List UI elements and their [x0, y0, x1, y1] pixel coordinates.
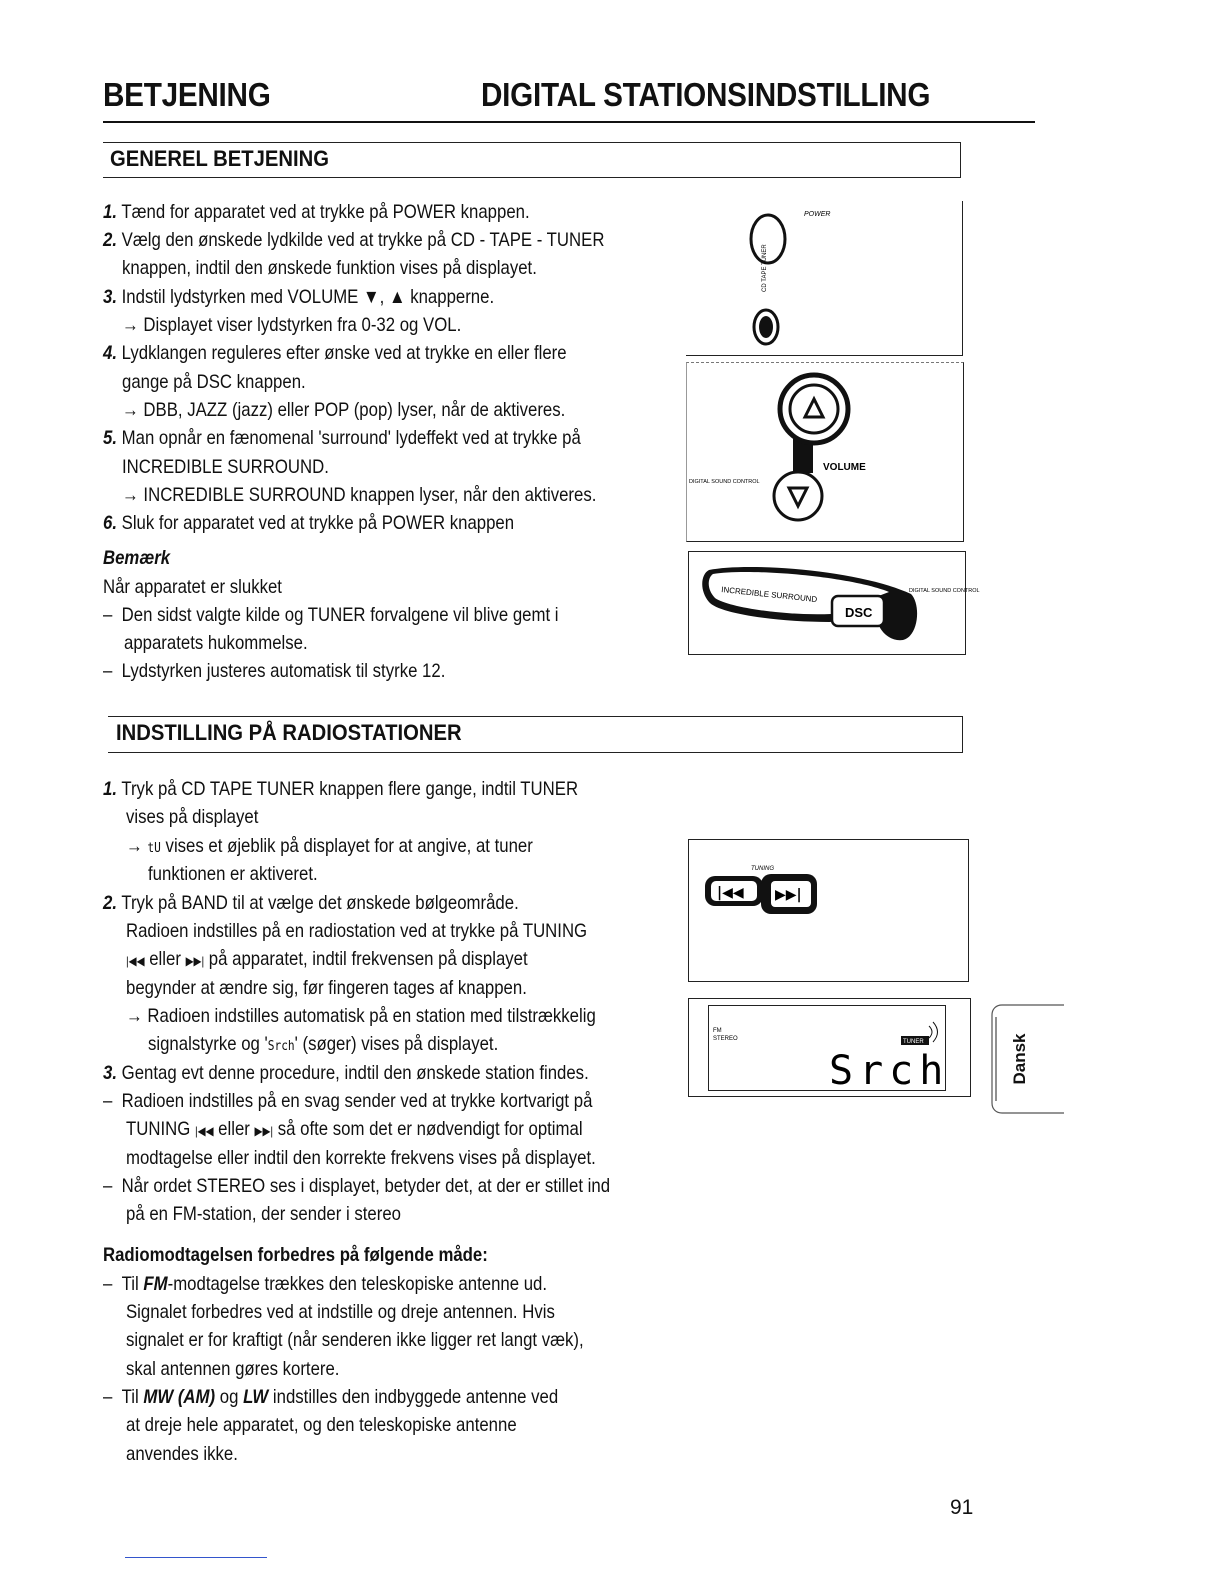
lcd-fm-label: FM [713, 1028, 722, 1034]
lcd-figure [688, 998, 971, 1097]
source-button-fill-icon [759, 316, 773, 338]
improve-title: Radiomodtagelsen forbedres på følgende måde: [103, 1244, 488, 1266]
step-3-sub: → Displayet viser lydstyrken fra 0-32 og VOL. [122, 314, 462, 336]
radio-step-2: 2. Tryk på BAND til at vælge det ønskede bølgeområde. [103, 892, 519, 914]
surround-label: INCREDIBLE SURROUND [720, 585, 818, 605]
step-1: 1. Tænd for apparatet ved at trykke på POWER knappen. [103, 201, 530, 223]
step-2: 2. Vælg den ønskede lydkilde ved at trykke på CD - TAPE - TUNER [103, 229, 605, 251]
language-tab [988, 1003, 1064, 1115]
step-4-sub: → DBB, JAZZ (jazz) eller POP (pop) lyser, når de aktiveres. [122, 399, 566, 421]
volume-figure [686, 362, 964, 542]
radio-step-2-sub: → Radioen indstilles automatisk på en station med tilstrækkelig [126, 1005, 596, 1027]
general-section-title: GENEREL BETJENING [110, 146, 329, 171]
prev-icon: |◀◀ [194, 1124, 214, 1138]
volume-up-button-icon [790, 385, 838, 433]
next-icon: ▶▶| [185, 954, 205, 968]
radio-step-2-cont2: |◀◀ eller ▶▶| på apparatet, indtil frekvensen på displayet [126, 948, 528, 970]
mw-tip-cont-1: at dreje hele apparatet, og den teleskopiske antenne [126, 1414, 517, 1436]
radio-step-2-cont: Radioen indstilles på en radiostation ved at trykke på TUNING [126, 920, 588, 942]
lcd-signal-icon [929, 1022, 938, 1042]
lcd-screen [708, 1005, 950, 1094]
radio-dash-2-cont: på en FM-station, der sender i stereo [126, 1203, 401, 1225]
radio-dash-1-cont: TUNING |◀◀ eller ▶▶| så ofte som det er nødvendigt for optimal [126, 1118, 583, 1140]
radio-step-1-sub-cont: funktionen er aktiveret. [148, 863, 318, 885]
fm-tip-cont-2: signalet er for kraftigt (når senderen ikke ligger ret langt væk), [126, 1329, 584, 1351]
language-tab-label: Dansk [1010, 1033, 1029, 1085]
lcd-search-text: Srch [829, 1048, 950, 1094]
note-title: Bemærk [103, 547, 171, 569]
volume-label: VOLUME [823, 462, 866, 473]
fm-tip-cont-1: Signalet forbedres ved at indstille og dreje antennen. Hvis [126, 1301, 555, 1323]
page-title: DIGITAL STATIONSINDSTILLING [481, 76, 931, 113]
step-4: 4. Lydklangen reguleres efter ønske ved at trykke en eller flere [103, 342, 567, 364]
surround-figure [688, 551, 980, 655]
dsc-right-label: DIGITAL SOUND CONTROL [909, 588, 980, 594]
note-intro: Når apparatet er slukket [103, 576, 282, 598]
step-5: 5. Man opnår en fænomenal 'surround' lydeffekt ved at trykke på [103, 427, 581, 449]
step-5-sub: → INCREDIBLE SURROUND knappen lyser, når den aktiveres. [122, 484, 597, 506]
fm-tip: – Til FM-modtagelse trækkes den teleskopiske antenne ud. [103, 1273, 548, 1295]
power-figure [686, 201, 963, 356]
radio-dash-1-cont2: modtagelse eller indtil den korrekte frekvens vises på displayet. [126, 1147, 596, 1169]
next-icon: ▶▶| [254, 1124, 274, 1138]
header-rule [103, 121, 1035, 123]
radio-step-1-cont: vises på displayet [126, 806, 259, 828]
prev-icon: |◀◀ [126, 954, 145, 968]
dsc-side-label: DIGITAL SOUND CONTROL [689, 479, 760, 485]
tuning-figure [688, 839, 969, 982]
page-number: 91 [950, 1496, 974, 1519]
mw-tip: – Til MW (AM) og LW indstilles den indbyggede antenne ved [103, 1386, 559, 1408]
mw-tip-cont-2: anvendes ikke. [126, 1443, 238, 1465]
step-5-cont: INCREDIBLE SURROUND. [122, 456, 329, 478]
fm-tip-cont-3: skal antennen gøres kortere. [126, 1358, 340, 1380]
note-item-2: – Lydstyrken justeres automatisk til styrke 12. [103, 660, 446, 682]
step-3: 3. Indstil lydstyrken med VOLUME ▼, ▲ knapperne. [103, 286, 495, 308]
note-item-1: – Den sidst valgte kilde og TUNER forvalgene vil blive gemt i [103, 604, 559, 626]
radio-section-title: INDSTILLING PÅ RADIOSTATIONER [116, 720, 462, 745]
step-6: 6. Sluk for apparatet ved at trykke på POWER knappen [103, 512, 515, 534]
next-tune-icon: ▶▶| [775, 887, 802, 903]
radio-step-1: 1. Tryk på CD TAPE TUNER knappen flere gange, indtil TUNER [103, 778, 579, 800]
radio-step-2-sub-cont: signalstyrke og 'Srch' (søger) vises på displayet. [148, 1033, 499, 1055]
radio-dash-2: – Når ordet STEREO ses i displayet, betyder det, at der er stillet ind [103, 1175, 611, 1197]
note-item-1-cont: apparatets hukommelse. [124, 632, 308, 654]
step-4-cont: gange på DSC knappen. [122, 371, 306, 393]
power-label: POWER [804, 211, 831, 218]
power-button-icon [751, 215, 785, 263]
section-title-left: BETJENING [103, 76, 271, 113]
radio-step-3: 3. Gentag evt denne procedure, indtil den ønskede station findes. [103, 1062, 589, 1084]
lcd-stereo-label: STEREO [713, 1036, 738, 1042]
volume-down-button-icon [774, 472, 822, 520]
radio-step-1-sub: → tU vises et øjeblik på displayet for at angive, at tuner [126, 835, 533, 857]
footer-rule [125, 1557, 267, 1558]
radio-dash-1: – Radioen indstilles på en svag sender ved at trykke kortvarigt på [103, 1090, 593, 1112]
lcd-tuner-label: TUNER [903, 1039, 924, 1045]
tuning-label: TUNING [751, 866, 774, 872]
prev-tune-icon: |◀◀ [717, 885, 744, 901]
radio-step-2-cont3: begynder at ændre sig, før fingeren tages af knappen. [126, 977, 527, 999]
dsc-label: DSC [845, 605, 873, 620]
step-2-cont: knappen, indtil den ønskede funktion vises på displayet. [122, 257, 537, 279]
source-label: CD TAPE TUNER [762, 244, 768, 292]
